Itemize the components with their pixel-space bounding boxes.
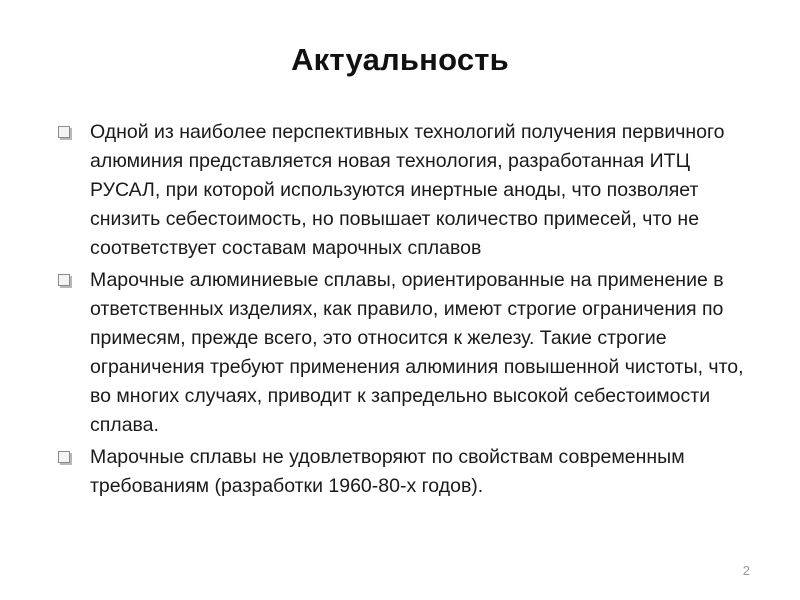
bullet-item [56,118,756,263]
bullet-list [56,118,756,504]
bullet-item [56,443,756,501]
page-number: 2 [742,563,750,578]
bullet-text: Марочные сплавы не удовлетворяют по свойствам современным требованиям (разработки 1960-80-х годов). [90,446,685,497]
checkbox-bullet-icon [58,274,70,286]
checkbox-bullet-icon [58,451,70,463]
bullet-text: Марочные алюминиевые сплавы, ориентированные на применение в ответственных изделиях, как правило, имеют строгие ограничения по примесям, прежде всего, это относится к железу. Такие строгие ограничения требуют применения алюминия повышенной чистоты, что, во многих случаях, приводит к запредельно высокой себестоимости сплава. [90,269,744,436]
bullet-text: Одной из наиболее перспективных технологий получения первичного алюминия представляется новая технология, разработанная ИТЦ РУСАЛ, при которой используются инертные аноды, что позволяет снизить себестоимость, но повышает количество примесей, что не соответствует составам марочных сплавов [90,121,725,259]
slide-title: Актуальность [291,42,509,77]
bullet-item [56,266,756,440]
checkbox-bullet-icon [58,126,70,138]
